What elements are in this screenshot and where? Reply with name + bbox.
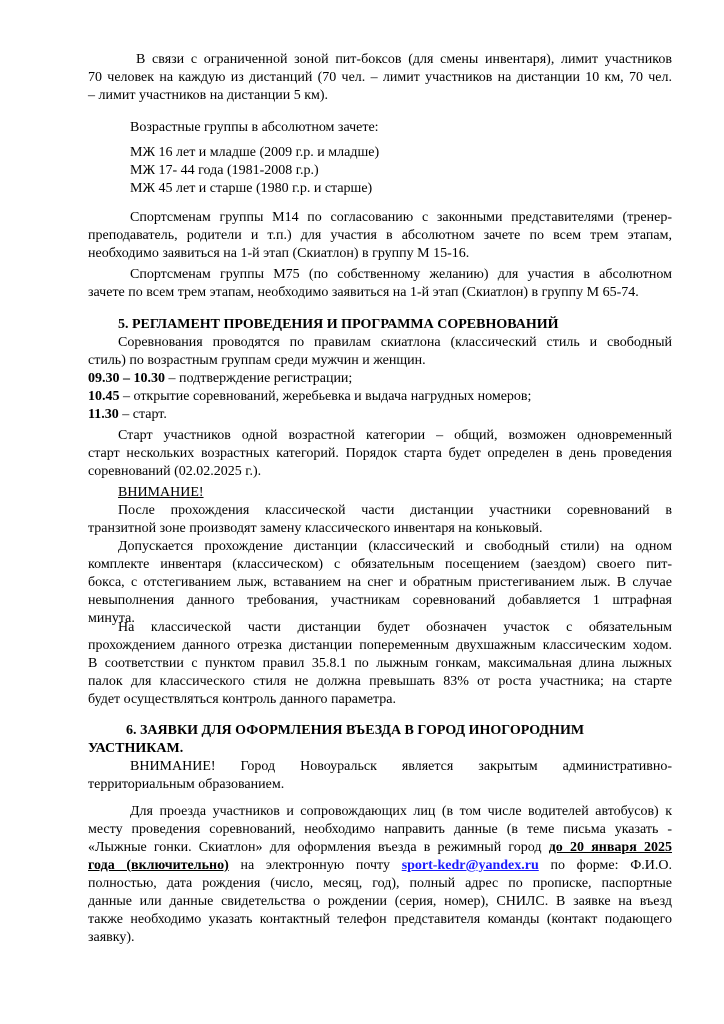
travel-line: [88, 857, 672, 874]
intro-line: В связи с ограниченной зоной пит-боксов (для смены инвентаря), лимит участников: [136, 52, 672, 67]
section-6-title: 6. ЗАЯВКИ ДЛЯ ОФОРМЛЕНИЯ ВЪЕЗДА В ГОРОД ИНОГОРОДНИМ: [126, 723, 585, 738]
schedule-item: [88, 388, 672, 405]
deadline-text: до 20 января 2025: [548, 840, 672, 855]
travel-line: данные или данные свидетельства о рождении (серия, номер), СНИЛС. В заявке на въезд: [88, 894, 672, 909]
closed-city-line: территориальным образованием.: [88, 777, 285, 792]
classic-part-line: будет осуществляться контроль данного параметра.: [88, 692, 396, 707]
allowed-line: минута.: [88, 611, 135, 626]
classic-part-line: В соответствии с пунктом правил 35.8.1 по лыжным гонкам, максимальная длина лыжных: [88, 656, 672, 671]
section-6-title-cont: УАСТНИКАМ.: [88, 741, 184, 756]
allowed-line: комплекте инвентаря (классическом) с обязательным посещением (заездом) своего пит-: [88, 557, 672, 572]
travel-line: заявку).: [88, 930, 135, 945]
travel-text: по форме: Ф.И.О.: [538, 858, 672, 873]
rules-line: Соревнования проводятся по правилам скиатлона (классический стиль и свободный: [118, 335, 672, 350]
closed-city-line: ВНИМАНИЕ! Город Новоуральск является закрытым административно-: [130, 759, 672, 774]
m14-line: Спортсменам группы М14 по согласованию с законными представителями (тренер-: [130, 210, 672, 225]
intro-line: 70 человек на каждую из дистанций (70 чел. – лимит участников на дистанции 10 км, 70 чел.: [88, 70, 672, 85]
schedule-time: 09.30 – 10.30: [88, 371, 165, 386]
schedule-text: – подтверждение регистрации;: [165, 371, 353, 386]
m14-line: необходимо заявиться на 1-й этап (Скиатлон) в группу М 15-16.: [88, 246, 470, 261]
age-groups-heading: Возрастные группы в абсолютном зачете:: [130, 120, 379, 135]
travel-line: полностью, дата рождения (число, месяц, год), полный адрес по прописке, паспортные: [88, 876, 672, 891]
schedule-text: – старт.: [118, 407, 167, 422]
schedule-time: 11.30: [88, 407, 119, 422]
travel-text: «Лыжные гонки. Скиатлон» для оформления въезда в режимный город: [88, 840, 549, 855]
travel-text: на электронную почту: [228, 858, 402, 873]
age-group-item: МЖ 45 лет и старше (1980 г.р. и старше): [130, 181, 373, 196]
attention-label: ВНИМАНИЕ!: [118, 485, 204, 500]
travel-line: также необходимо указать контактный телефон представителя команды (контакт подающего: [88, 912, 672, 927]
m75-line: зачете по всем трем этапам, необходимо заявиться на 1-й этап (Скиатлон) в группу М 65-74.: [88, 285, 639, 300]
m75-line: Спортсменам группы М75 (по собственному желанию) для участия в абсолютном: [130, 267, 672, 282]
schedule-text: – открытие соревнований, жеребьевка и выдача нагрудных номеров;: [119, 389, 532, 404]
allowed-line: невыполнения данного требования, участникам соревнований добавляется 1 штрафная: [88, 593, 672, 608]
schedule-item: [88, 370, 672, 387]
classic-part-line: прохождением данного отрезка дистанции попеременным двухшажным классическим ходом.: [88, 638, 672, 653]
section-5-title: 5. РЕГЛАМЕНТ ПРОВЕДЕНИЯ И ПРОГРАММА СОРЕВНОВАНИЙ: [118, 317, 559, 332]
travel-line: [88, 839, 672, 856]
schedule-time: 10.45: [88, 389, 120, 404]
allowed-line: бокса, с отстегиванием лыж, вставанием на снег и обратным пристегиванием лыж. В случае: [88, 575, 672, 590]
start-line: старт нескольких возрастных категорий. Порядок старта будет определен в день проведения: [88, 446, 672, 461]
age-group-item: МЖ 17- 44 года (1981-2008 г.р.): [130, 163, 319, 178]
start-line: соревнований (02.02.2025 г.).: [88, 464, 262, 479]
travel-line: месту проведения соревнований, необходимо направить данные (в теме письма указать -: [88, 822, 672, 837]
m14-line: преподаватель, родители и т.п.) для участия в абсолютном зачете по всем трем этапам,: [88, 228, 672, 243]
age-group-item: МЖ 16 лет и младше (2009 г.р. и младше): [130, 145, 380, 160]
email-link[interactable]: sport-kedr@yandex.ru: [401, 858, 539, 873]
allowed-line: Допускается прохождение дистанции (классический и свободный стили) на одном: [118, 539, 672, 554]
after-classic-line: транзитной зоне производят замену классического инвентаря на коньковый.: [88, 521, 543, 536]
classic-part-line: палок для классического стиля не должна превышать 83% от роста участника; на старте: [88, 674, 672, 689]
intro-line: – лимит участников на дистанции 5 км).: [88, 88, 329, 103]
travel-line: Для проезда участников и сопровождающих лиц (в том числе водителей автобусов) к: [130, 804, 672, 819]
deadline-text: года (включительно): [88, 858, 229, 873]
classic-part-line: На классической части дистанции будет обозначен участок с обязательным: [118, 620, 672, 635]
after-classic-line: После прохождения классической части дистанции участники соревнований в: [118, 503, 672, 518]
schedule-item: [88, 406, 672, 423]
start-line: Старт участников одной возрастной категории – общий, возможен одновременный: [118, 428, 672, 443]
rules-line: стиль) по возрастным группам среди мужчин и женщин.: [88, 353, 426, 368]
